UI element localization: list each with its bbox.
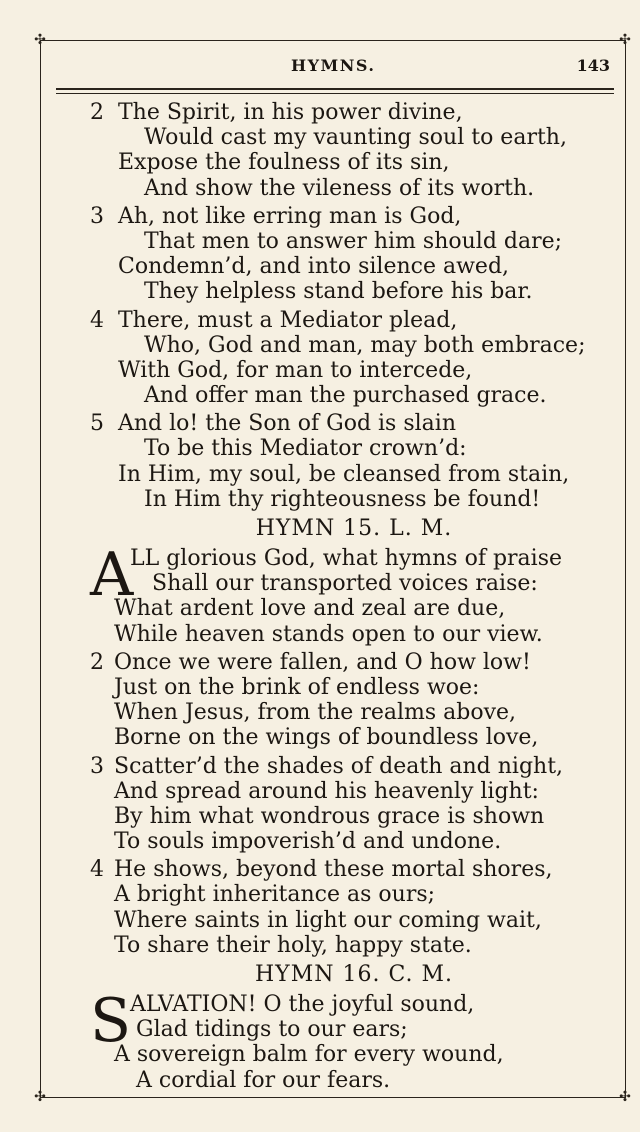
verse-line: In Him, my soul, be cleansed from stain, <box>118 461 570 487</box>
verse-line: LL glorious God, what hymns of praise <box>130 546 563 571</box>
corner-ornament-icon: ✣ <box>34 32 46 48</box>
page-number: 143 <box>576 56 610 75</box>
drop-cap: S <box>90 986 132 1056</box>
stanza-number: 2 <box>90 100 104 125</box>
running-header <box>56 56 614 82</box>
stanza <box>56 986 616 1093</box>
corner-ornament-icon: ✣ <box>619 32 631 48</box>
running-title: HYMNS. <box>291 56 376 75</box>
stanza <box>56 857 616 958</box>
verse-line: Just on the brink of endless woe: <box>114 674 480 700</box>
verse-line: And offer man the purchased grace. <box>144 383 547 409</box>
verse-line: To be this Mediator crown’d: <box>144 436 467 462</box>
stanza <box>56 540 616 647</box>
verse-line: A bright inheritance as ours; <box>114 882 436 908</box>
verse-line: Expose the foulness of its sin, <box>118 150 450 176</box>
verse-line: Condemn’d, and into silence awed, <box>118 254 510 280</box>
stanza-number: 3 <box>90 203 104 229</box>
stanza <box>56 754 616 855</box>
hymn-heading: HYMN 16. C. M. <box>254 962 453 987</box>
header-rule <box>56 88 614 90</box>
stanza-number: 5 <box>90 411 104 437</box>
verse-line: Scatter’d the shades of death and night, <box>114 753 564 779</box>
stanza-number: 4 <box>90 857 104 883</box>
verse-line: ALVATION! O the joyful sound, <box>130 992 475 1017</box>
verse-line: And spread around his heavenly light: <box>114 778 539 804</box>
verse-line: The Spirit, in his power divine, <box>118 100 463 125</box>
stanza-number: 3 <box>90 753 104 779</box>
verse-line: That men to answer him should dare; <box>144 228 563 254</box>
verse-line: They helpless stand before his bar. <box>144 279 533 305</box>
verse-line: Where saints in light our coming wait, <box>114 907 542 933</box>
verse-line: In Him thy righteousness be found! <box>144 486 541 512</box>
verse-line: Ah, not like erring man is God, <box>118 203 462 229</box>
verse-line: A sovereign balm for every wound, <box>114 1042 504 1068</box>
drop-cap: A <box>90 540 134 610</box>
page-border-bottom <box>40 1097 626 1098</box>
corner-ornament-icon: ✣ <box>34 1089 46 1105</box>
corner-ornament-icon: ✣ <box>619 1089 631 1105</box>
page-border-left <box>40 40 41 1097</box>
hymn-heading: HYMN 15. L. M. <box>255 516 453 541</box>
verse-line: Who, God and man, may both embrace; <box>144 332 586 358</box>
stanza <box>56 100 616 201</box>
stanza <box>56 204 616 305</box>
verse-line: He shows, beyond these mortal shores, <box>114 857 553 883</box>
verse-line: Would cast my vaunting soul to earth, <box>144 125 567 151</box>
verse-line: Once we were fallen, and O how low! <box>114 649 531 675</box>
header-rule-thin <box>56 93 614 94</box>
verse-line: Glad tidings to our ears; <box>136 1017 408 1043</box>
page-border-top <box>40 40 626 41</box>
stanza-number: 2 <box>90 649 104 675</box>
verse-line: Shall our transported voices raise: <box>152 571 538 597</box>
verse-line: While heaven stands open to our view. <box>114 621 543 647</box>
verse-line: By him what wondrous grace is shown <box>114 803 545 829</box>
stanza <box>56 411 616 512</box>
verse-line: To souls impoverish’d and undone. <box>114 829 502 855</box>
stanza <box>56 308 616 409</box>
verse-line: What ardent love and zeal are due, <box>114 596 506 622</box>
verse-line: Borne on the wings of boundless love, <box>114 725 539 751</box>
verse-line: There, must a Mediator plead, <box>118 307 458 333</box>
verse-line: When Jesus, from the realms above, <box>114 700 517 726</box>
verse-line: And lo! the Son of God is slain <box>118 411 456 437</box>
verse-line: And show the vileness of its worth. <box>144 175 535 201</box>
verse-line: To share their holy, happy state. <box>114 932 472 958</box>
page-border-right <box>625 40 626 1097</box>
verse-line: With God, for man to intercede, <box>118 357 473 383</box>
stanza <box>56 650 616 751</box>
page-content <box>56 100 616 1093</box>
stanza-number: 4 <box>90 307 104 333</box>
verse-line: A cordial for our fears. <box>136 1067 391 1093</box>
